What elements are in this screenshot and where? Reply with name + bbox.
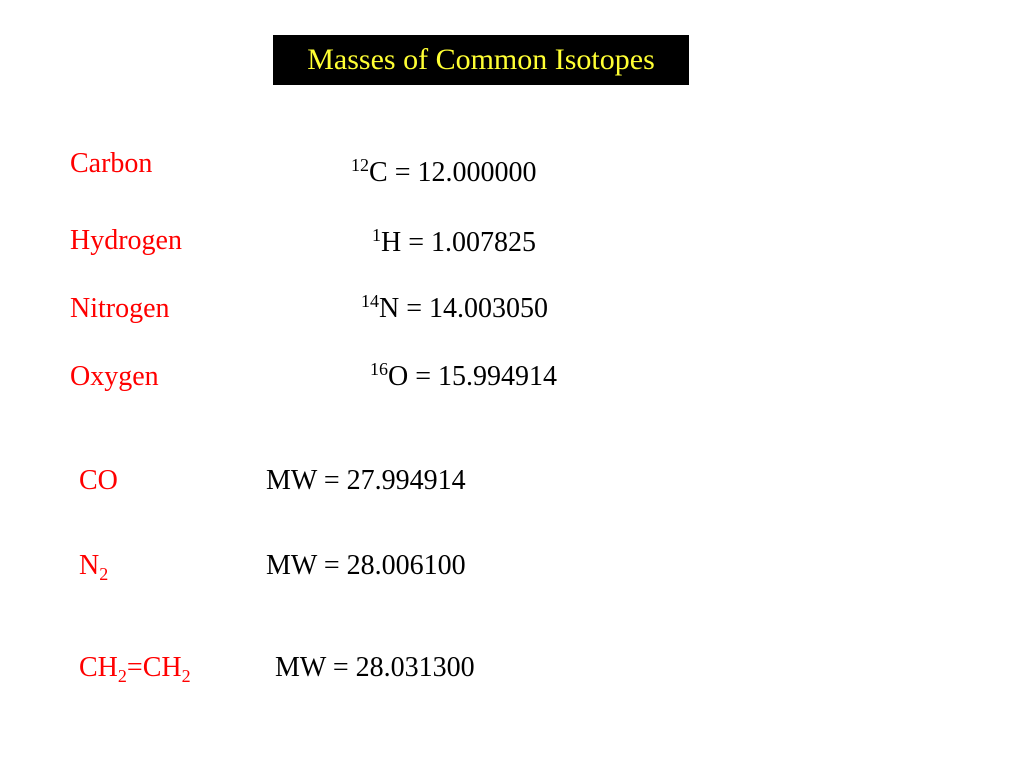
isotope-mass-oxygen (370, 360, 557, 394)
element-name-carbon: Carbon (70, 148, 153, 179)
molecular-weight-ethylene: MW = 28.031300 (275, 652, 475, 683)
isotope-mass-hydrogen (372, 226, 536, 260)
element-symbol: O (388, 361, 409, 392)
molecular-weight-co: MW = 27.994914 (266, 465, 466, 496)
isotope-mass-nitrogen (361, 292, 548, 326)
element-name-nitrogen: Nitrogen (70, 293, 170, 324)
isotope-value: = 12.000000 (387, 157, 537, 188)
isotope-value: = 15.994914 (408, 361, 558, 392)
element-symbol: N (379, 293, 400, 324)
mass-number: 14 (361, 291, 379, 311)
molecule-formula-ethylene (79, 651, 191, 685)
element-symbol: H (381, 227, 402, 258)
formula-subscript: 2 (181, 666, 191, 686)
isotope-value: = 1.007825 (401, 227, 537, 258)
isotope-value: = 14.003050 (399, 293, 549, 324)
molecule-formula-co (79, 464, 118, 498)
formula-subscript: 2 (99, 564, 109, 584)
mass-number: 12 (351, 155, 369, 175)
element-symbol: C (369, 157, 388, 188)
molecular-weight-n2: MW = 28.006100 (266, 550, 466, 581)
isotope-mass-carbon (351, 156, 536, 190)
formula-subscript: 2 (117, 666, 127, 686)
mass-number: 1 (372, 225, 381, 245)
element-name-oxygen: Oxygen (70, 361, 159, 392)
slide-title: Masses of Common Isotopes (273, 35, 689, 85)
formula-text: =CH (126, 652, 182, 683)
mass-number: 16 (370, 359, 388, 379)
molecule-formula-n2 (79, 549, 108, 583)
formula-text: CO (79, 465, 118, 496)
formula-text: N (79, 550, 100, 581)
element-name-hydrogen: Hydrogen (70, 225, 182, 256)
formula-text: CH (79, 652, 118, 683)
